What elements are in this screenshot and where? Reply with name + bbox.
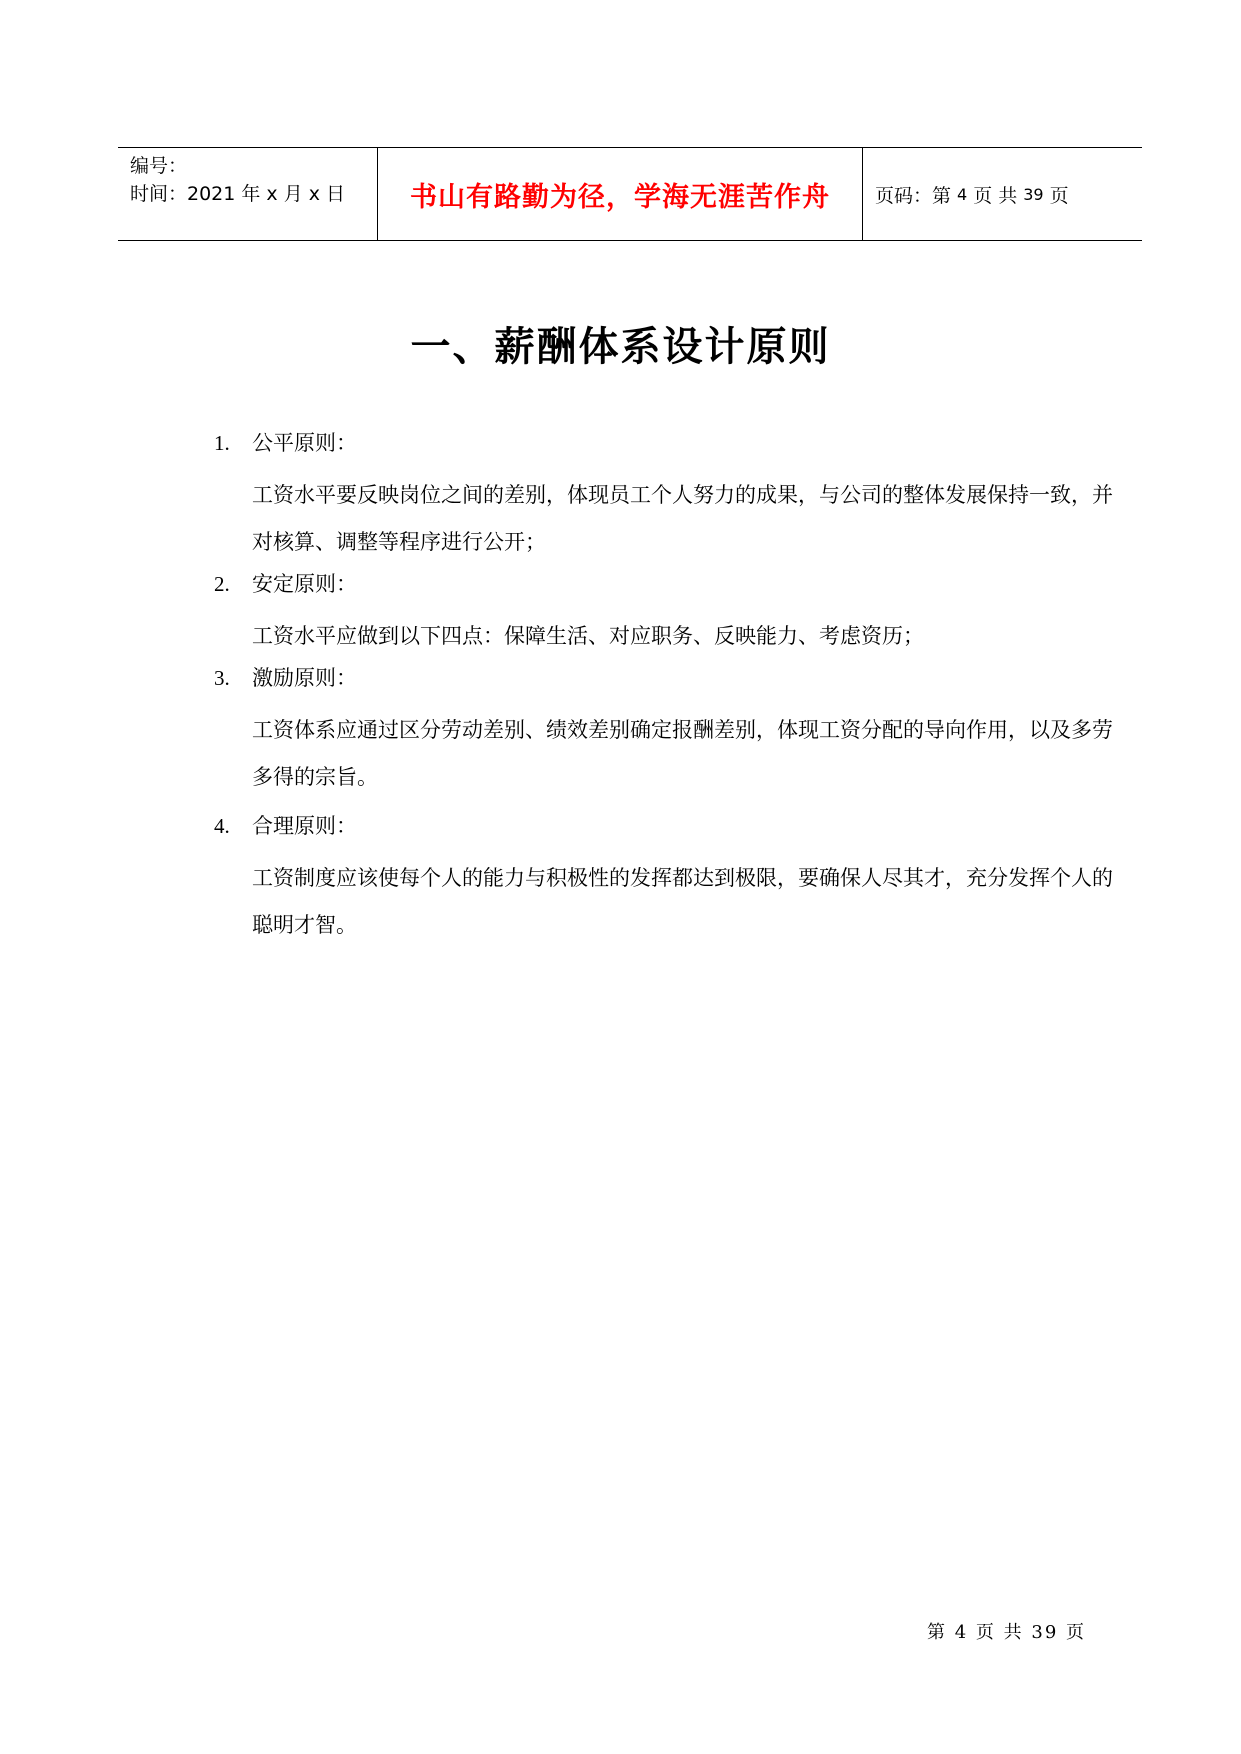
page-suffix: 页 — [1049, 184, 1069, 207]
page-mid: 页 共 — [973, 184, 1018, 207]
page-total: 39 — [1023, 184, 1044, 204]
section-number: 2. — [214, 572, 230, 596]
section-body: 工资制度应该使每个人的能力与积极性的发挥都达到极限，要确保人尽其才，充分发挥个人的聪明才智。 — [252, 866, 1113, 937]
section-heading: 激励原则： — [252, 666, 357, 690]
section-stability — [214, 569, 1134, 660]
section-body: 工资水平应做到以下四点：保障生活、对应职务、反映能力、考虑资历； — [252, 624, 924, 648]
header-page-info — [863, 148, 1142, 240]
section-heading: 安定原则： — [252, 572, 357, 596]
document-header — [118, 147, 1142, 241]
time-label: 时间：2021 年 x 月 x 日 — [130, 183, 346, 205]
section-body: 工资体系应通过区分劳动差别、绩效差别确定报酬差别，体现工资分配的导向作用，以及多劳多得的宗旨。 — [252, 718, 1113, 789]
header-meta — [118, 148, 378, 240]
section-fairness — [214, 428, 1134, 566]
number-label: 编号： — [130, 155, 188, 177]
section-incentive — [214, 663, 1134, 801]
section-body: 工资水平要反映岗位之间的差别，体现员工个人努力的成果，与公司的整体发展保持一致，并对核算、调整等程序进行公开； — [252, 483, 1113, 554]
section-number: 3. — [214, 666, 230, 690]
header-motto: 书山有路勤为径，学海无涯苦作舟 — [378, 148, 863, 240]
page-current: 4 — [957, 184, 968, 204]
page-title: 一、薪酬体系设计原则 — [410, 324, 831, 370]
page-prefix: 页码：第 — [875, 184, 952, 207]
section-rationality — [214, 811, 1134, 949]
section-heading: 合理原则： — [252, 814, 357, 838]
section-number: 4. — [214, 814, 230, 838]
section-heading: 公平原则： — [252, 431, 357, 455]
section-number: 1. — [214, 431, 230, 455]
page-footer: 第 4 页 共 39 页 — [927, 1622, 1086, 1643]
